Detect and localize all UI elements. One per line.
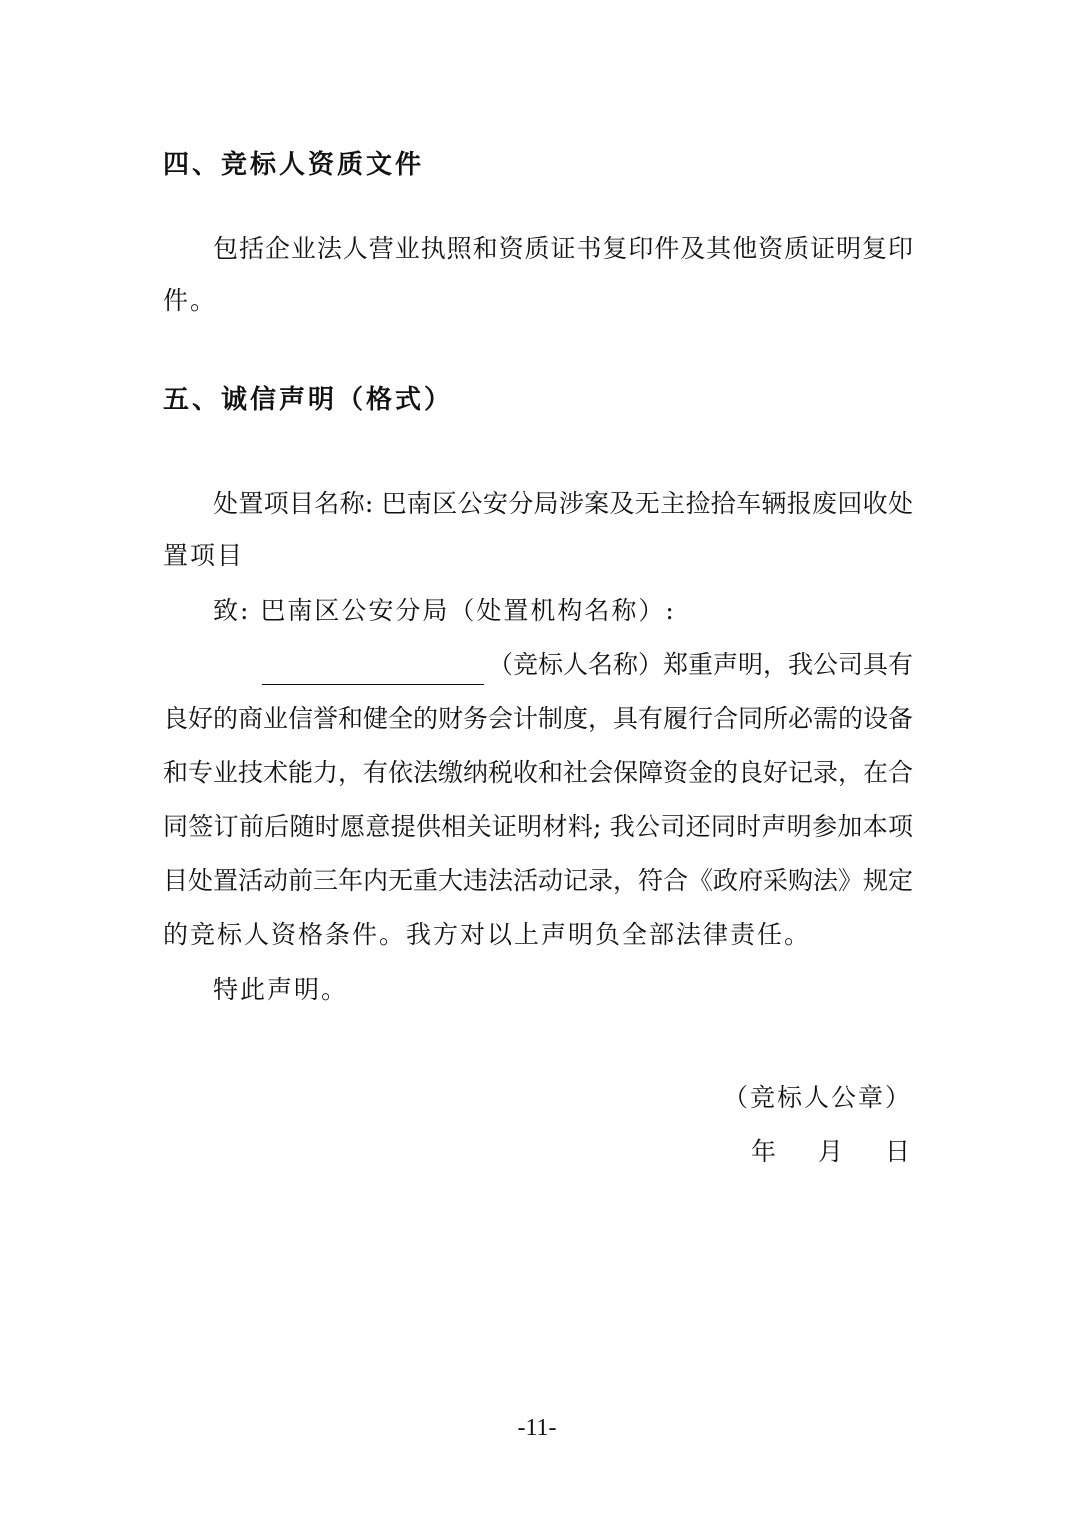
date-year-label: 年 [750, 1137, 778, 1166]
bidder-seal-label: （竞标人公章） [722, 1083, 912, 1112]
declaration-line-6: 的竞标人资格条件。我方对以上声明负全部法律责任。 [163, 920, 812, 949]
declaration-line-3: 和专业技术能力，有依法缴纳税收和社会保障资金的良好记录，在合 [163, 758, 914, 787]
addressee-line: 致: 巴南区公安分局（处置机构名称）: [213, 596, 676, 625]
declaration-line-1 [262, 645, 913, 685]
project-name-line-2: 置项目 [163, 541, 245, 570]
section-4-paragraph-line-1: 包括企业法人营业执照和资质证书复印件及其他资质证明复印 [213, 234, 913, 263]
date-day-label: 日 [884, 1137, 912, 1166]
date-month-label: 月 [817, 1137, 845, 1166]
declaration-line-2: 良好的商业信誉和健全的财务会计制度，具有履行合同所必需的设备 [163, 704, 914, 733]
section-5-heading: 五、诚信声明（格式） [163, 385, 454, 415]
declaration-line-5: 目处置活动前三年内无重大违法活动记录，符合《政府采购法》规定 [163, 866, 914, 895]
closing-statement: 特此声明。 [213, 975, 349, 1004]
page-number: -11- [517, 1415, 557, 1441]
date-line [751, 1132, 912, 1172]
project-name-line-1: 处置项目名称: 巴南区公安分局涉案及无主捡拾车辆报废回收处 [213, 489, 913, 518]
bidder-name-blank[interactable] [262, 656, 484, 685]
section-4-paragraph-line-2: 件。 [163, 286, 218, 315]
section-4-heading: 四、竞标人资质文件 [163, 150, 425, 180]
declaration-line-1-text: （竞标人名称）郑重声明，我公司具有 [487, 650, 913, 679]
declaration-line-4: 同签订前后随时愿意提供相关证明材料; 我公司还同时声明参加本项 [163, 812, 913, 841]
